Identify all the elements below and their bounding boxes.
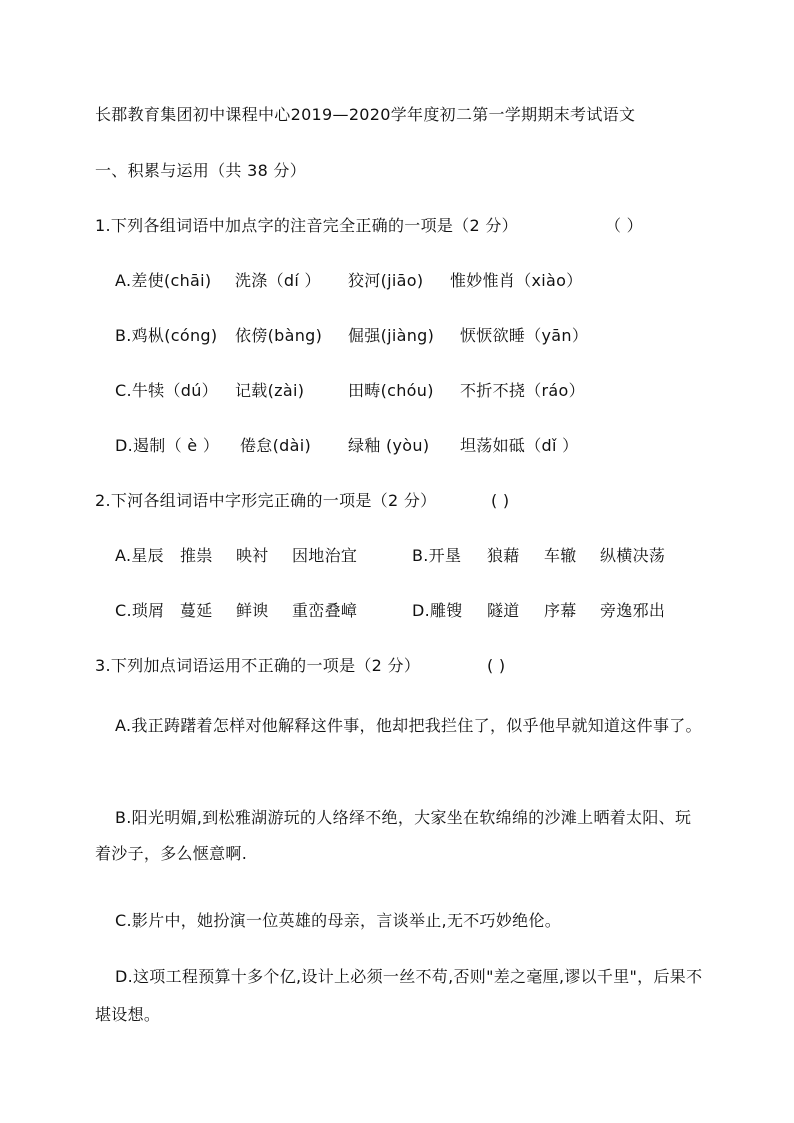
q2-d-word-2: 隧道	[487, 601, 520, 620]
q1-option-d	[115, 435, 675, 457]
question-3-stem	[95, 655, 506, 677]
option-b-item-2: 依傍(bàng)	[235, 326, 323, 345]
answer-paren: （ ）	[605, 216, 643, 235]
question-2-text: 2.下河各组词语中字形完正确的一项是（2 分）	[95, 491, 437, 510]
answer-paren: ( )	[487, 656, 506, 675]
option-c-item-3: 田畴(chóu)	[348, 381, 434, 400]
option-d-item-2: 倦怠(dài)	[240, 436, 311, 455]
q2-c-word-1: C.琐屑	[115, 601, 165, 620]
question-2-stem	[95, 490, 510, 512]
option-d-item-4: 坦荡如砥（dǐ ）	[460, 436, 579, 455]
answer-paren: ( )	[491, 491, 510, 510]
q2-row-1	[115, 545, 695, 567]
q2-a-word-2: 推祟	[180, 546, 213, 565]
section-heading: 一、积累与运用（共 38 分）	[95, 161, 307, 180]
option-a-item-4: 惟妙惟肖（xiào）	[450, 271, 583, 290]
q2-b-word-2: 狼藉	[487, 546, 520, 565]
question-1-text: 1.下列各组词语中加点字的注音完全正确的一项是（2 分）	[95, 216, 518, 235]
q2-b-word-1: B.开垦	[412, 546, 462, 565]
q2-d-word-4: 旁逸邪出	[600, 601, 666, 620]
q2-c-word-2: 蔓延	[180, 601, 213, 620]
q2-row-2	[115, 600, 695, 622]
q2-c-word-3: 鲜谀	[236, 601, 269, 620]
option-a-item-3: 狡河(jiāo)	[348, 271, 424, 290]
option-a-item-2: 洗涤（dí ）	[235, 271, 321, 290]
exam-title: 长郡教育集团初中课程中心2019—2020学年度初二第一学期期末考试语文	[95, 105, 636, 124]
q2-a-word-1: A.星辰	[115, 546, 164, 565]
q3-option-b: B.阳光明媚,到松雅湖游玩的人络绎不绝，大家坐在软绵绵的沙滩上晒着太阳、玩着沙子，多么惬意啊.	[95, 808, 692, 863]
option-c-item-1: C.牛犊（dú）	[115, 381, 218, 400]
option-b-item-4: 恹恹欲睡（yān）	[460, 326, 589, 345]
option-b-item-1: B.鸡枞(cóng)	[115, 326, 218, 345]
q1-option-c	[115, 380, 675, 402]
q2-d-word-3: 序幕	[544, 601, 577, 620]
option-a-item-1: A.差使(chāi)	[115, 271, 212, 290]
q2-c-word-4: 重峦叠嶂	[292, 601, 358, 620]
q3-option-d: D.这项工程预算十多个亿,设计上必须一丝不苟,否则"差之毫厘,谬以千里"，后果不堪设想。	[95, 967, 703, 1024]
q2-a-word-3: 映衬	[236, 546, 269, 565]
q2-a-word-4: 因地治宜	[292, 546, 358, 565]
option-c-item-2: 记载(zài)	[235, 381, 305, 400]
q3-option-c: C.影片中，她扮演一位英雄的母亲，言谈举止,无不巧妙绝伦。	[115, 911, 562, 930]
q2-b-word-4: 纵横决荡	[600, 546, 666, 565]
option-c-item-4: 不折不挠（ráo）	[460, 381, 585, 400]
q1-option-a	[115, 270, 675, 292]
q2-d-word-1: D.雕锼	[412, 601, 463, 620]
q1-option-b	[115, 325, 675, 347]
q3-option-a: A.我正踌躇着怎样对他解释这件事，他却把我拦住了，似乎他早就知道这件事了。	[115, 716, 702, 735]
question-1-stem	[95, 215, 643, 237]
option-d-item-3: 绿釉 (yòu)	[348, 436, 430, 455]
question-3-text: 3.下列加点词语运用不正确的一项是（2 分）	[95, 656, 421, 675]
option-b-item-3: 倔强(jiàng)	[348, 326, 435, 345]
option-d-item-1: D.遏制（ è ）	[115, 436, 220, 455]
q2-b-word-3: 车辙	[544, 546, 577, 565]
